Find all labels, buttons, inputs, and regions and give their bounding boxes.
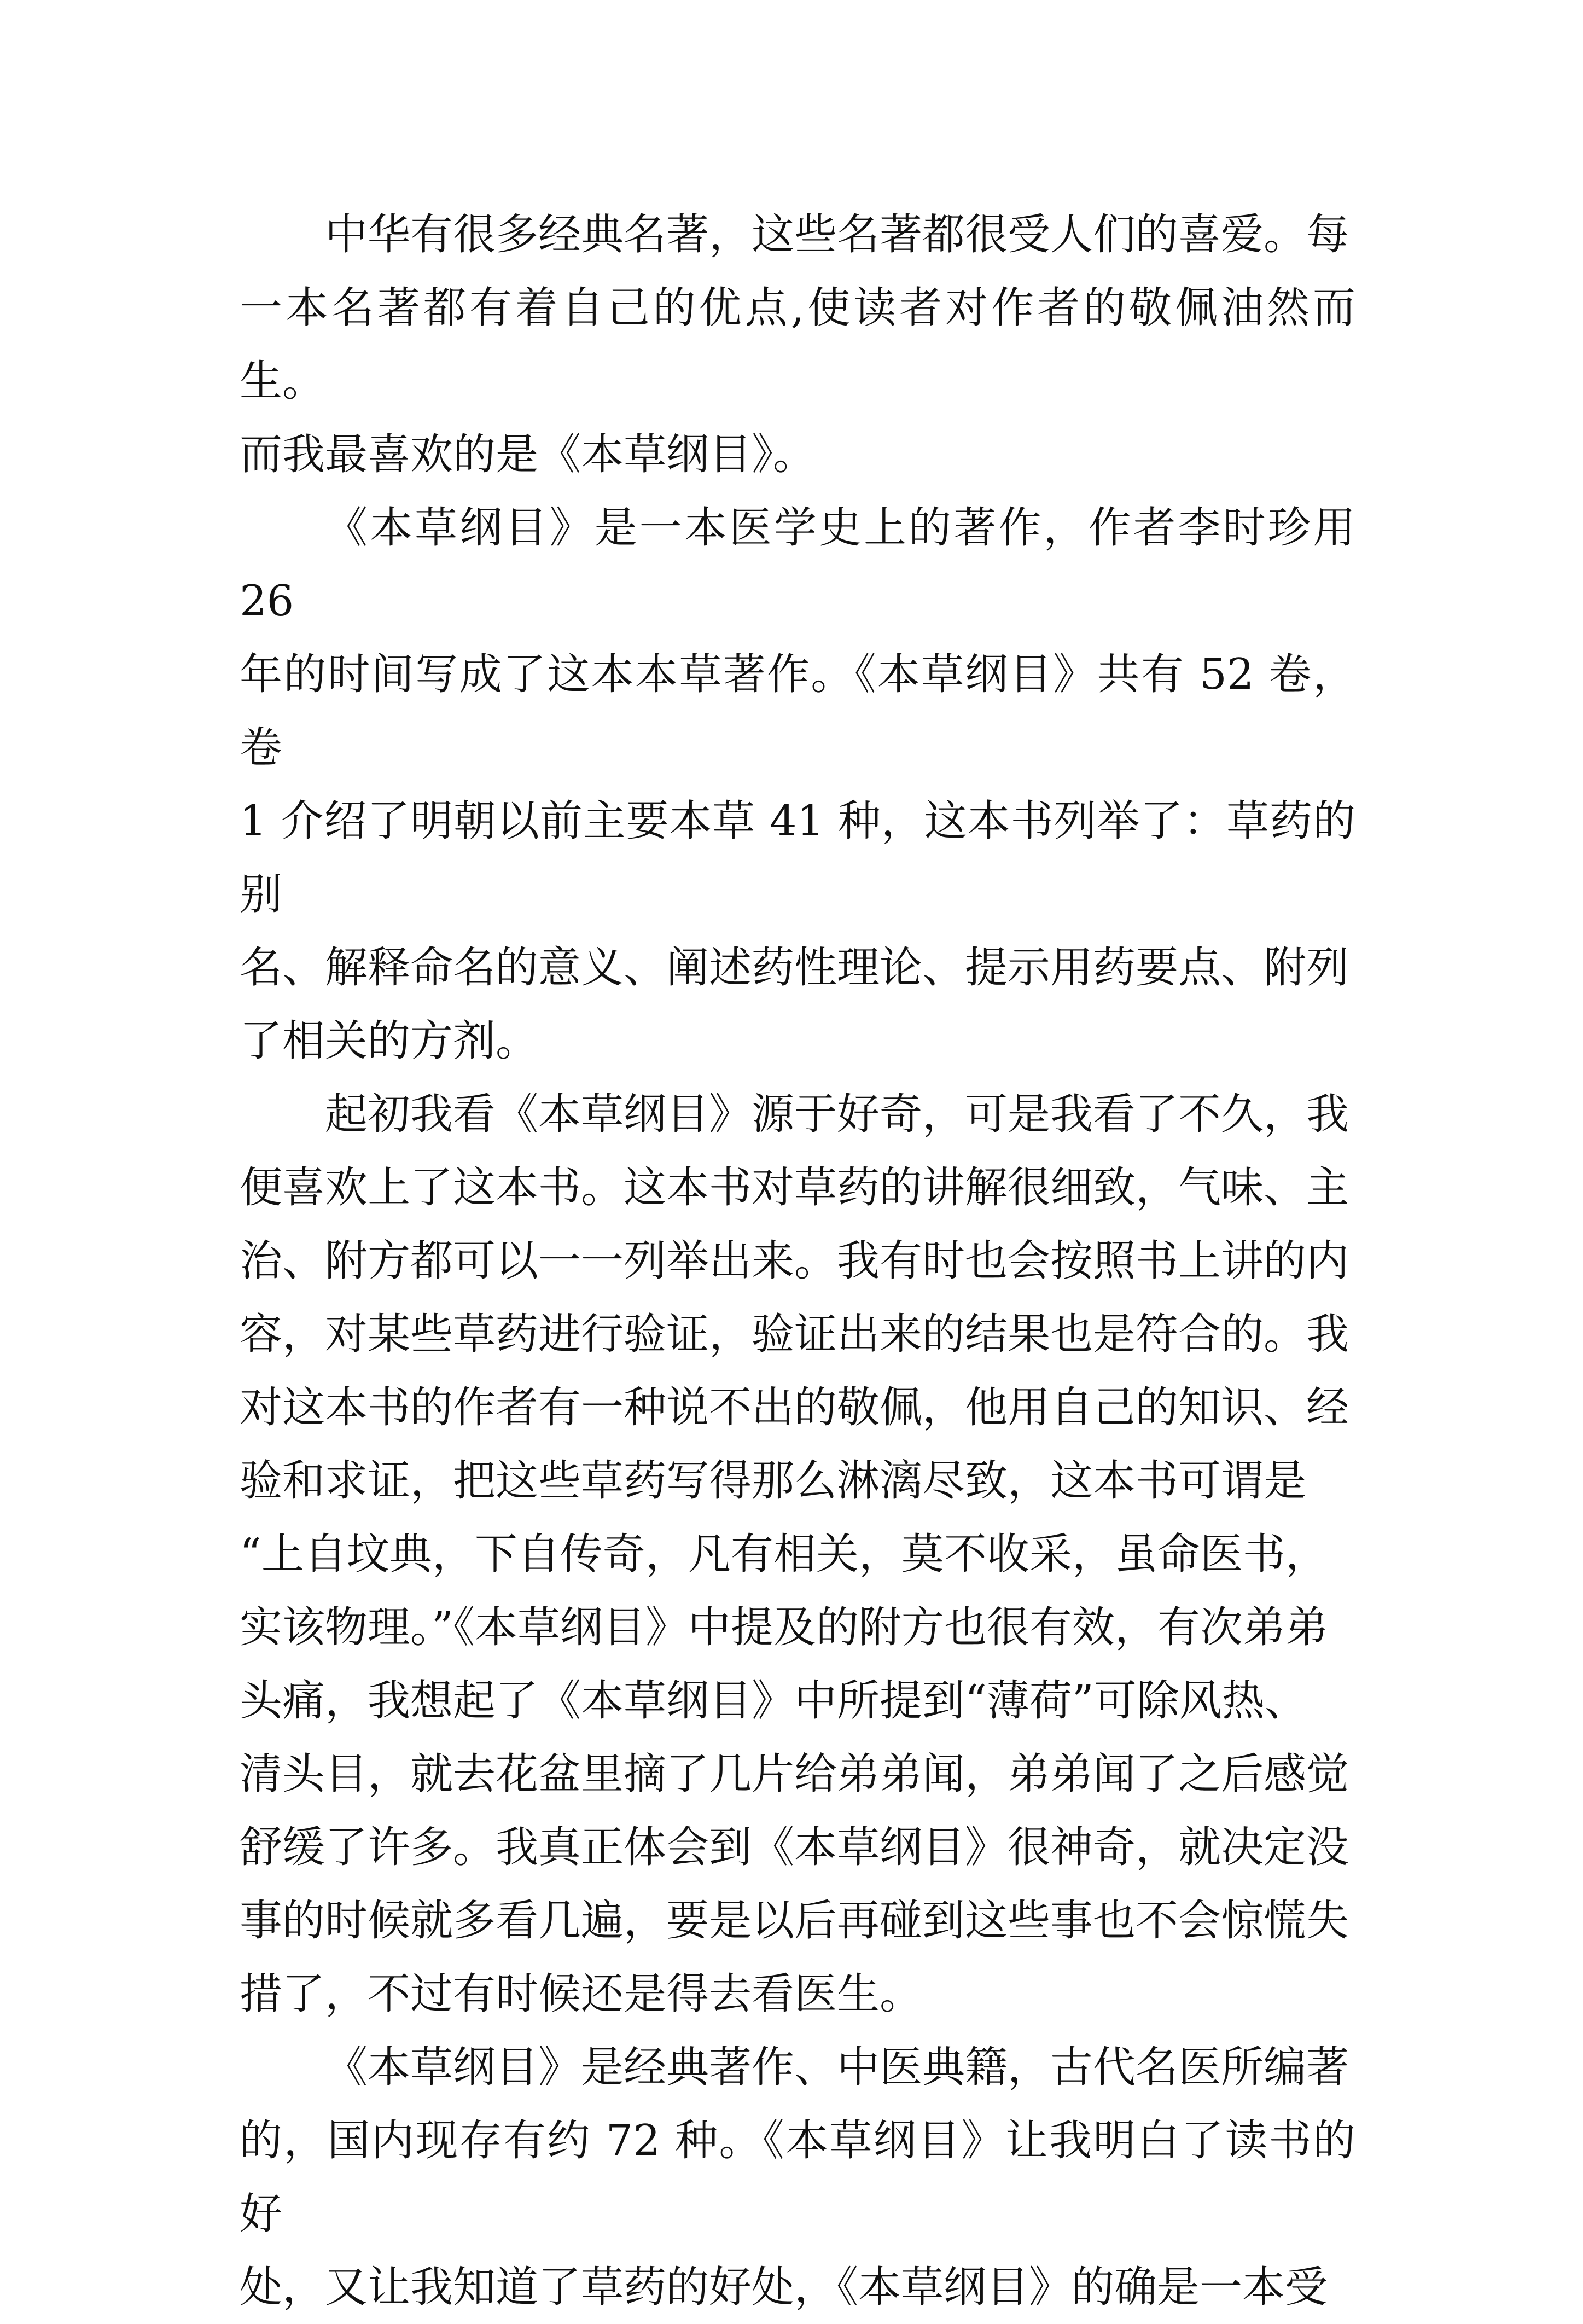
paragraph-1: 中华有很多经典名著，这些名著都很受人们的喜爱。每 一本名著都有着自己的优点,使读者对作者的敬佩油然而生。 而我最喜欢的是《本草纲目》。 [240, 210, 1355, 479]
paragraph-4: 《本草纲目》是经典著作、中医典籍，古代名医所编著 的，国内现存有约 72 种。《本草纲目》让我明白了读书的好 处，又让我知道了草药的好处，《本草纲目》的确是一本受 [240, 2043, 1355, 2312]
paragraph-3: 起初我看《本草纲目》源于好奇，可是我看了不久，我 便喜欢上了这本书。这本书对草药的讲解很细致，气味、主 治、附方都可以一一列举出来。我有时也会按照书上讲的内 容，对某些草药进行验证，验证出来的结果也是符合的。我 对这本书的作者有一种说不出的敬佩，他用自己的知识、经 验和求证，把这些草药写得那么淋漓尽致，这本书可谓是 “上自坟典，下自传奇，凡有相关，莫不收采，虽命医书， 实该物理。”《本草纲目》中提及的附方也很有效，有次弟弟 头痛，我想起了《本草纲目》中所提到“薄荷”可除风热、 清头目，就去花盆里摘了几片给弟弟闻，弟弟闻了之后感觉 舒缓了许多。我真正体会到《本草纲目》很神奇，就决定没 事的时候就多看几遍，要是以后再碰到这些事也不会惊慌失 措了，不过有时候还是得去看医生。 [240, 1090, 1349, 2019]
essay-body [240, 198, 1355, 2324]
paragraph-2: 《本草纲目》是一本医学史上的著作，作者李时珍用 26 年的时间写成了这本本草著作。《本草纲目》共有 52 卷，卷 1 介绍了明朝以前主要本草 41 种，这本书列举了：草药的别 名、解释命名的意义、阐述药性理论、提示用药要点、附列 了相关的方剂。 [240, 503, 1355, 1066]
